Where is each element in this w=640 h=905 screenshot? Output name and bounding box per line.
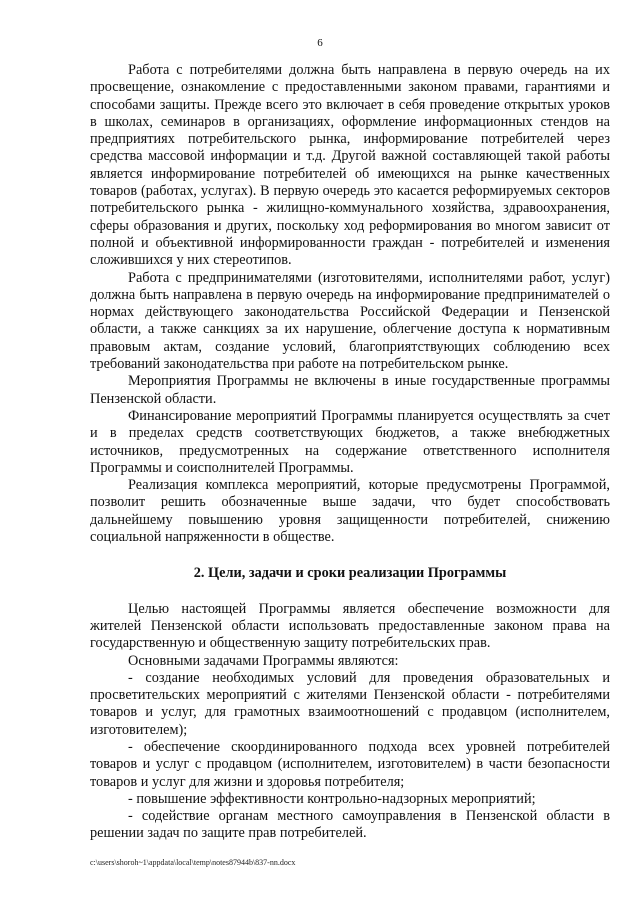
paragraph: Основными задачами Программы являются: (128, 652, 399, 669)
paragraph: Реализация комплекса мероприятий, которые предусмотрены Программой, позволит решить обозначенные выше задачи, что будет способствовать дальнейшему повышению уровня защищенности потребителей, снижению социальной напряженности в обществе. (90, 477, 610, 546)
document-body (90, 62, 610, 843)
section-heading: 2. Цели, задачи и сроки реализации Программы (193, 565, 507, 582)
paragraph: Целью настоящей Программы является обеспечение возможности для жителей Пензенской области использовать предоставленные законом права на государственную и общественную защиту потребительских прав. (90, 600, 610, 652)
page-number: 6 (317, 37, 323, 49)
footer-file-path: c:\users\shoroh~1\appdata\local\temp\notes87944b\837-nn.docx (90, 858, 296, 867)
list-item: - обеспечение скоординированного подхода всех уровней потребителей товаров и услуг с продавцом (исполнителем, изготовителем) в части безопасности товаров и услуг для жизни и здоровья потребителя; (90, 738, 610, 790)
list-item: - повышение эффективности контрольно-надзорных мероприятий; (128, 790, 536, 807)
paragraph: Мероприятия Программы не включены в иные государственные программы Пензенской области. (90, 373, 610, 407)
paragraph: Работа с предпринимателями (изготовителями, исполнителями работ, услуг) должна быть направлена в первую очередь на информирование предпринимателей о нормах действующего законодательства Российской Федерации и Пензенской области, а также санкциях за их нарушение, облегчение доступа к нормативным правовым актам, создание условий, благоприятствующих соблюдению всех требований законодательства при работе на потребительском рынке. (90, 269, 610, 373)
paragraph: Работа с потребителями должна быть направлена в первую очередь на их просвещение, ознакомление с предоставленными законом правами, гарантиями и способами защиты. Прежде всего это включает в себя проведение открытых уроков в школах, семинаров в организациях, оформление информационных стендов на предприятиях потребительского рынка, информирование потребителей через средства массовой информации и т.д. Другой важной составляющей такой работы является информирование потребителей об имеющихся на рынке качественных товаров (работах, услугах). В первую очередь это касается реформируемых секторов потребительского рынка - жилищно-коммунального хозяйства, здравоохранения, сферы образования и других, поскольку ход реформирования во многом зависит от полной и объективной информированности граждан - потребителей и изменения сложившихся у них стереотипов. (90, 62, 610, 269)
list-item: - содействие органам местного самоуправления в Пензенской области в решении задач по защите прав потребителей. (90, 808, 610, 842)
list-item: - создание необходимых условий для проведения образовательных и просветительских мероприятий с жителями Пензенской области - потребителями товаров и услуг, для грамотных взаимоотношений с продавцом (исполнителем, изготовителем); (90, 669, 610, 738)
paragraph: Финансирование мероприятий Программы планируется осуществлять за счет и в пределах средств соответствующих бюджетов, а также внебюджетных источников, предусмотренных на содержание ответственного исполнителя Программы и соисполнителей Программы. (90, 407, 610, 476)
